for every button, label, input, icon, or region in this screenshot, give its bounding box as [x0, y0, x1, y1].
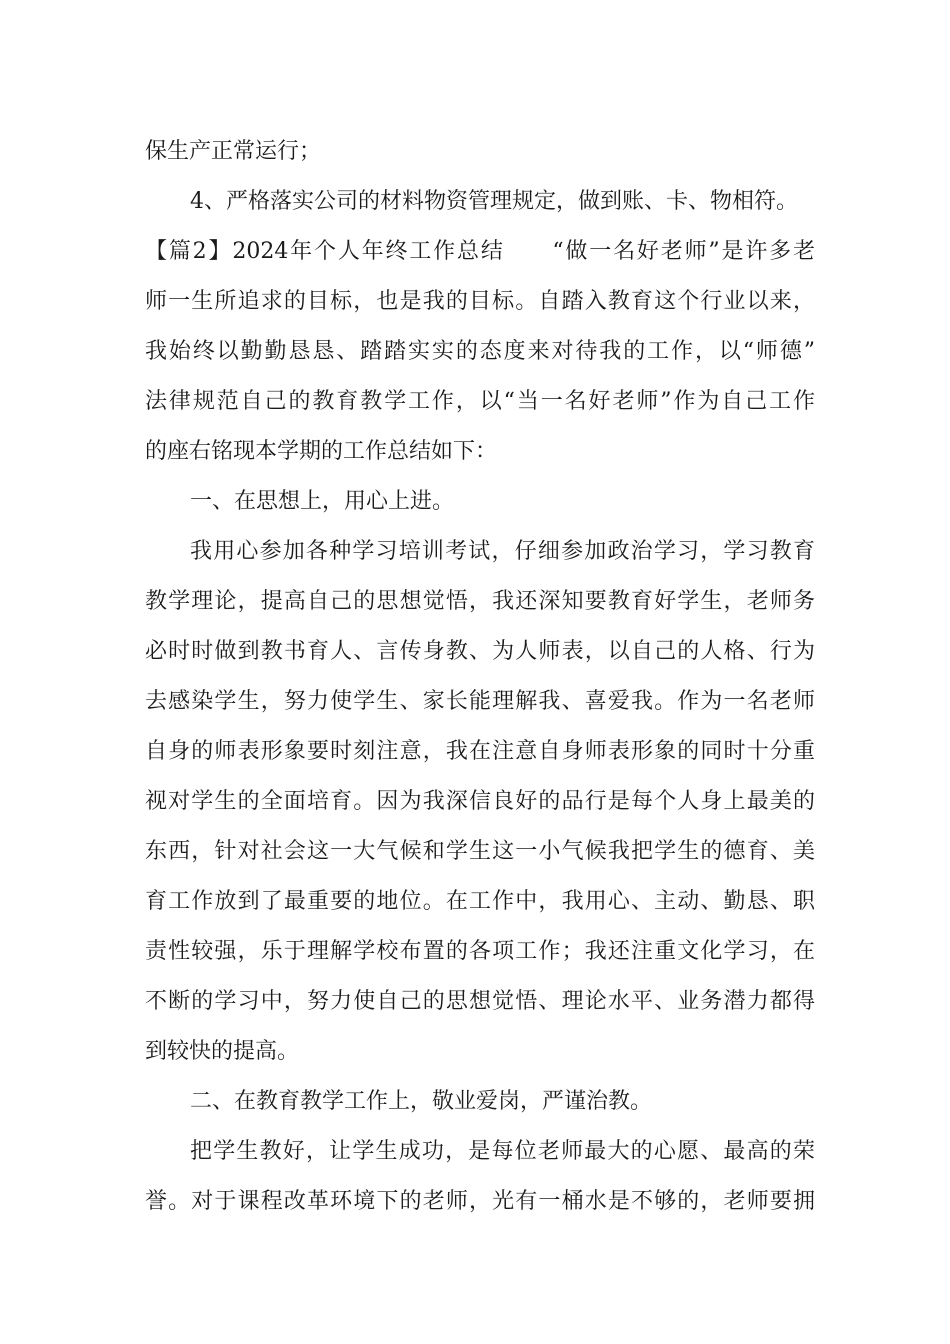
body-text-line: 誉。对于课程改革环境下的老师，光有一桶水是不够的，老师要拥	[145, 1189, 815, 1214]
body-text-line: 必时时做到教书育人、言传身教、为人师表，以自己的人格、行为	[145, 639, 815, 664]
subsection-heading: 二、在教育教学工作上，敬业爱岗，严谨治教。	[190, 1089, 653, 1114]
subsection-heading: 一、在思想上，用心上进。	[190, 489, 455, 514]
body-text-line: 我始终以勤勤恳恳、踏踏实实的态度来对待我的工作，以“师德”	[145, 339, 815, 364]
body-text-line: 把学生教好，让学生成功，是每位老师最大的心愿、最高的荣	[190, 1139, 815, 1164]
body-text-line: 到较快的提高。	[145, 1039, 300, 1064]
body-text-line: 视对学生的全面培育。因为我深信良好的品行是每个人身上最美的	[145, 789, 815, 814]
body-text-line: 去感染学生，努力使学生、家长能理解我、喜爱我。作为一名老师	[145, 689, 815, 714]
body-text-line: 我用心参加各种学习培训考试，仔细参加政治学习，学习教育	[190, 539, 815, 564]
body-text-line: 4、严格落实公司的材料物资管理规定，做到账、卡、物相符。	[190, 189, 798, 214]
body-text-line: 教学理论，提高自己的思想觉悟，我还深知要教育好学生，老师务	[145, 589, 815, 614]
body-text-line: 自身的师表形象要时刻注意，我在注意自身师表形象的同时十分重	[145, 739, 815, 764]
body-text-line: 责性较强，乐于理解学校布置的各项工作；我还注重文化学习，在	[145, 939, 815, 964]
body-text-line: 法律规范自己的教育教学工作，以“当一名好老师”作为自己工作	[145, 389, 815, 414]
body-text-line: 保生产正常运行；	[145, 139, 322, 164]
body-text-line: 育工作放到了最重要的地位。在工作中，我用心、主动、勤恳、职	[145, 889, 815, 914]
section-heading-line: 【篇2】2024年个人年终工作总结 “做一名好老师”是许多老	[145, 239, 815, 264]
body-text-line: 东西，针对社会这一大气候和学生这一小气候我把学生的德育、美	[145, 839, 815, 864]
body-text-line: 的座右铭现本学期的工作总结如下：	[145, 439, 498, 464]
body-text-line: 不断的学习中，努力使自己的思想觉悟、理论水平、业务潜力都得	[145, 989, 815, 1014]
body-text-line: 师一生所追求的目标，也是我的目标。自踏入教育这个行业以来，	[145, 289, 815, 314]
